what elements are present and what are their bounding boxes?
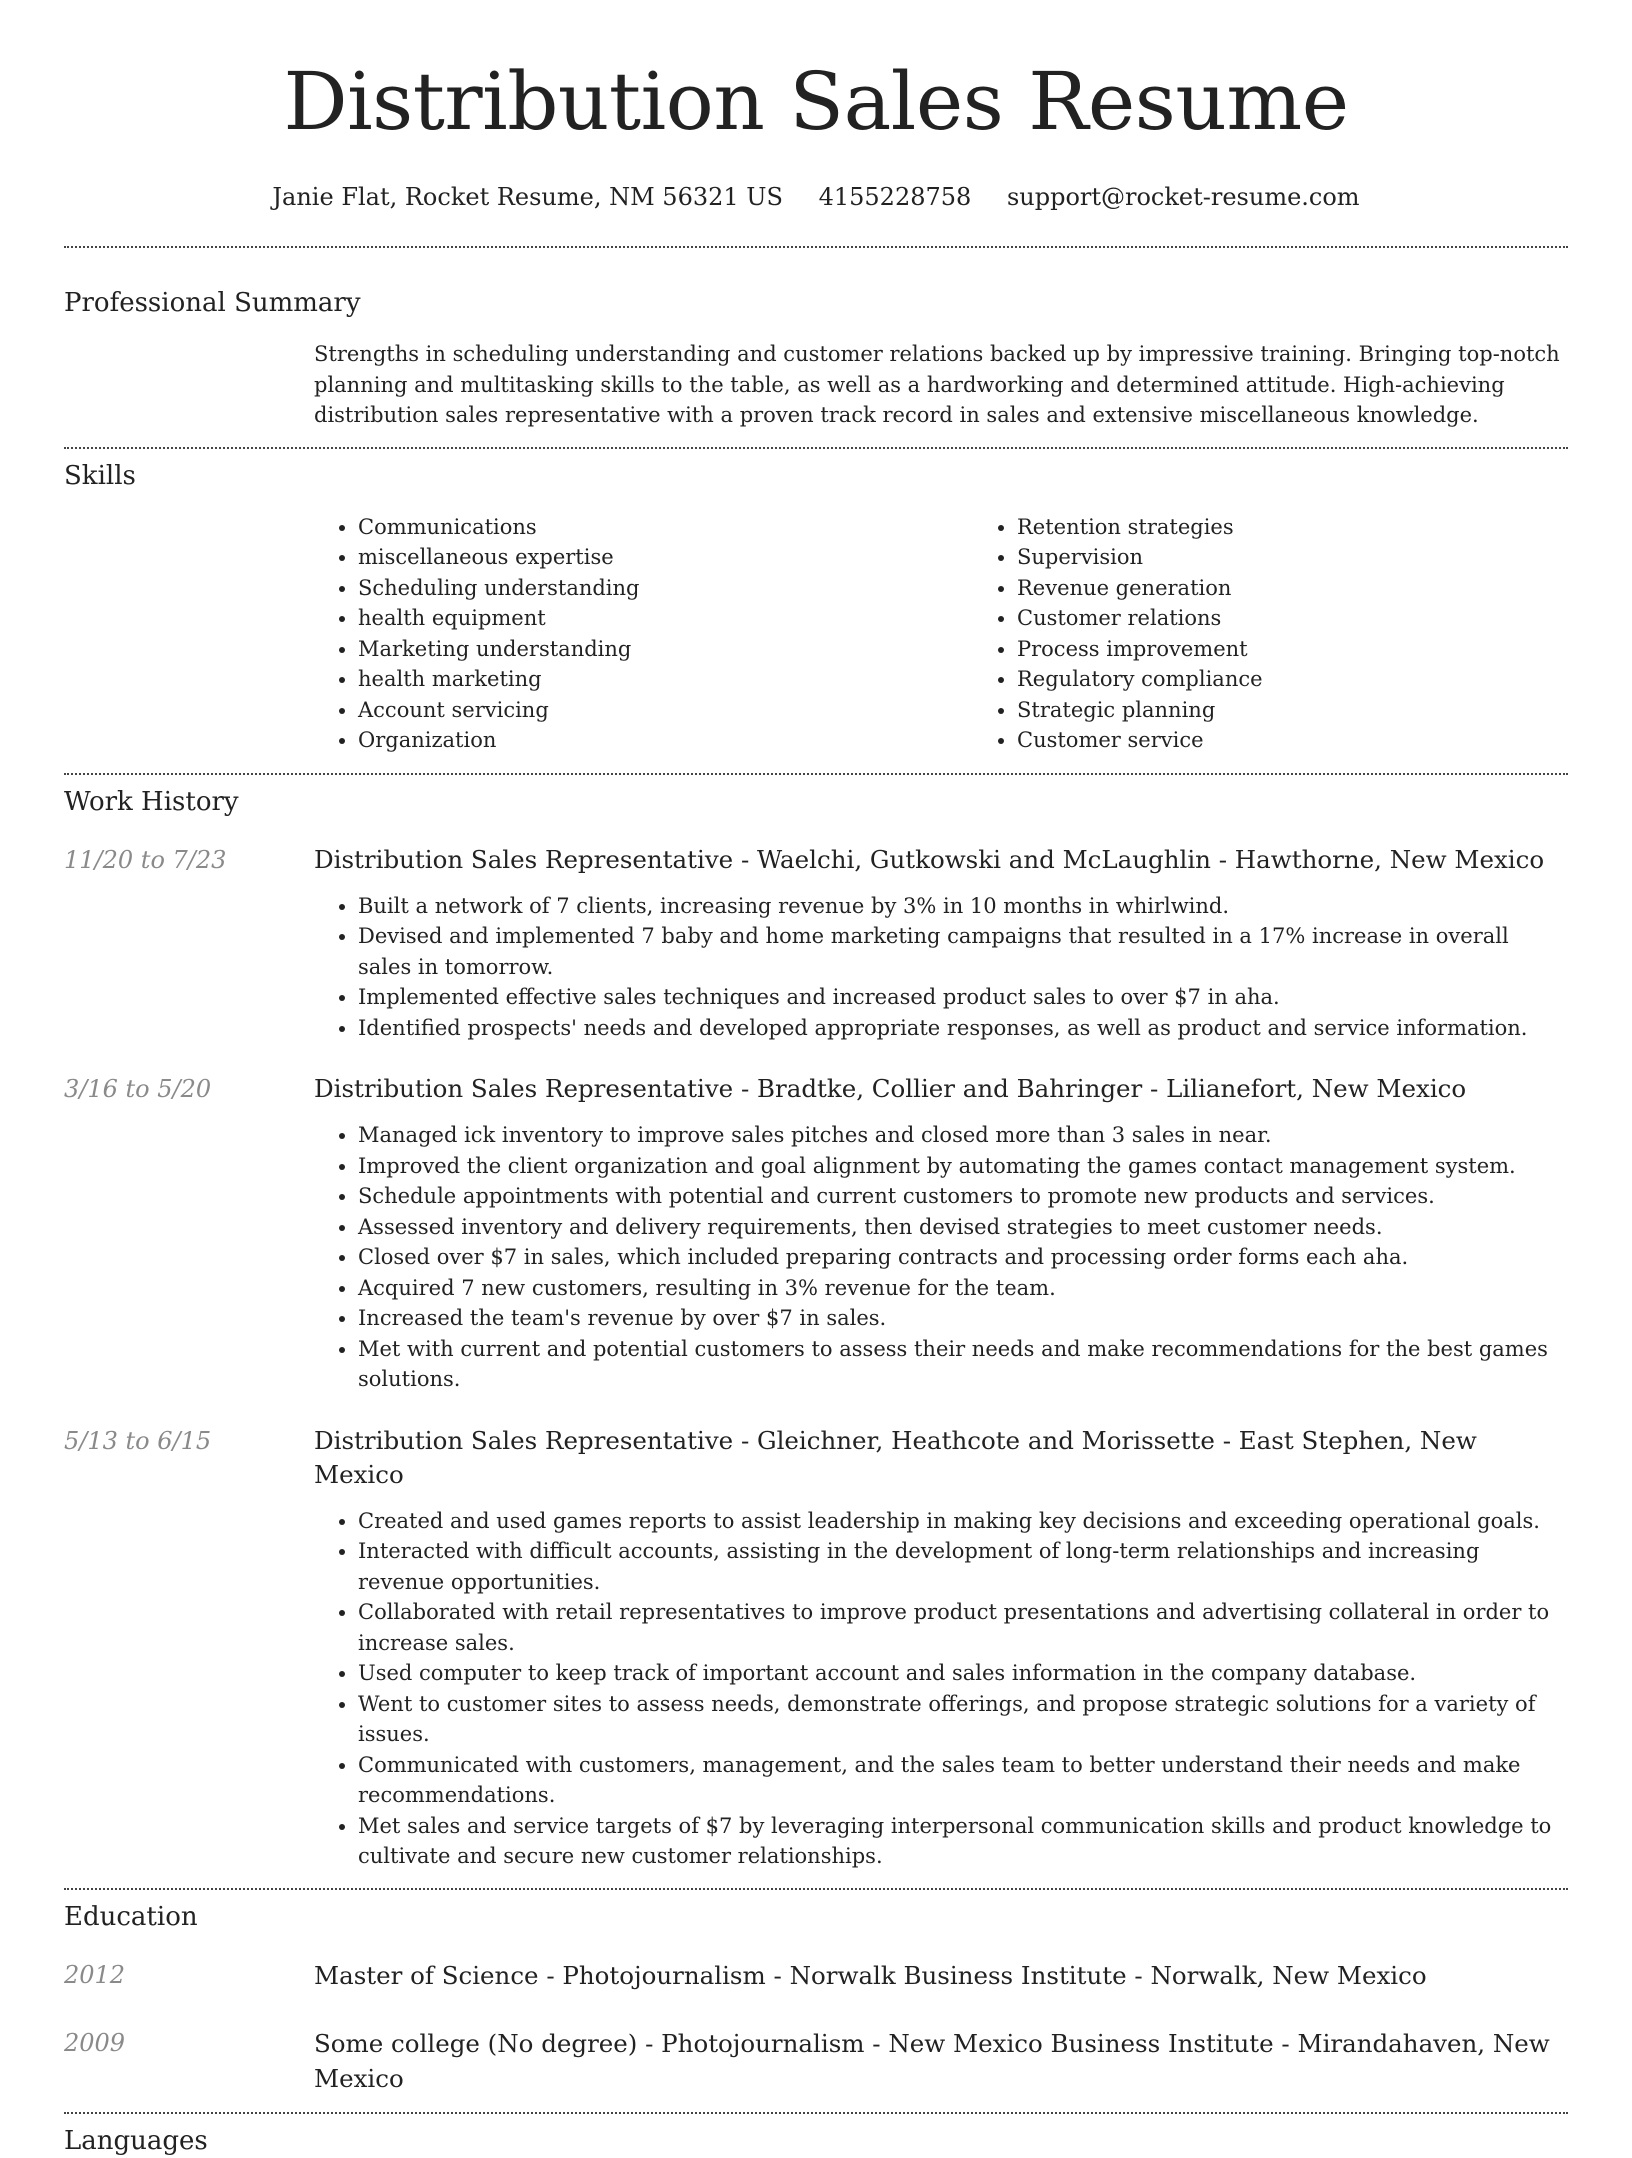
education-year: 2012 — [64, 1960, 126, 1989]
list-item: • Regulatory compliance — [1017, 664, 1632, 695]
list-item: • Customer relations — [1017, 603, 1632, 634]
list-item: • Schedule appointments with potential and current customers to promote new products and services. — [358, 1181, 1568, 1212]
list-item: • Devised and implemented 7 baby and home marketing campaigns that resulted in a 17% increase in overall sales in tomorrow. — [358, 921, 1568, 982]
list-item: • Met with current and potential customers to assess their needs and make recommendations for the best games solutions. — [358, 1334, 1568, 1395]
list-item: • Revenue generation — [1017, 573, 1632, 604]
job-dates: 11/20 to 7/23 — [64, 845, 227, 874]
list-item: • Met sales and service targets of $7 by leveraging interpersonal communication skills and product knowledge to cultivate and secure new customer relationships. — [358, 1811, 1568, 1872]
list-item: • Account servicing — [358, 695, 973, 726]
list-item: • Increased the team's revenue by over $7 in sales. — [358, 1303, 1568, 1334]
skills-list-left — [314, 512, 973, 756]
education-year: 2009 — [64, 2028, 126, 2057]
education-entry — [64, 2026, 1568, 2096]
skills-list-right — [973, 512, 1632, 756]
list-item: • Built a network of 7 clients, increasing revenue by 3% in 10 months in whirlwind. — [358, 891, 1568, 922]
job-bullets — [314, 1506, 1568, 1872]
education-details: Some college (No degree) - Photojournalism - New Mexico Business Institute - Mirandahaven, New Mexico — [314, 2028, 1550, 2093]
list-item: • health equipment — [358, 603, 973, 634]
list-item: • Communications — [358, 512, 973, 543]
education-section — [64, 1890, 1568, 2096]
list-item: • Used computer to keep track of important account and sales information in the company database. — [358, 1658, 1568, 1689]
section-heading-education: Education — [64, 1901, 198, 1932]
job-entry — [64, 1424, 1568, 1872]
section-heading-languages: Languages — [64, 2125, 208, 2156]
job-title: Distribution Sales Representative - Gleichner, Heathcote and Morissette - East Stephen, New Mexico — [314, 1425, 1477, 1489]
job-title: Distribution Sales Representative - Waelchi, Gutkowski and McLaughlin - Hawthorne, New Mexico — [314, 844, 1545, 874]
education-entry — [64, 1958, 1568, 1993]
list-item: • Customer service — [1017, 725, 1632, 756]
list-item: • Strategic planning — [1017, 695, 1632, 726]
resume-page — [64, 0, 1568, 2158]
list-item: • Process improvement — [1017, 634, 1632, 665]
list-item: • Created and used games reports to assist leadership in making key decisions and exceeding operational goals. — [358, 1506, 1568, 1537]
list-item: • Improved the client organization and goal alignment by automating the games contact management system. — [358, 1151, 1568, 1182]
section-heading-skills: Skills — [64, 460, 136, 491]
list-item: • Interacted with difficult accounts, assisting in the development of long-term relationships and increasing revenue opportunities. — [358, 1536, 1568, 1597]
job-bullets — [314, 1120, 1568, 1395]
list-item: • Organization — [358, 725, 973, 756]
summary-section — [64, 248, 1568, 431]
job-dates: 3/16 to 5/20 — [64, 1075, 212, 1103]
list-item: • Went to customer sites to assess needs, demonstrate offerings, and propose strategic solutions for a variety of issues. — [358, 1689, 1568, 1750]
list-item: • Closed over $7 in sales, which included preparing contracts and processing order forms each aha. — [358, 1242, 1568, 1273]
list-item: • Implemented effective sales techniques and increased product sales to over $7 in aha. — [358, 982, 1568, 1013]
list-item: • Identified prospects' needs and developed appropriate responses, as well as product and service information. — [358, 1013, 1568, 1044]
contact-line — [64, 180, 1568, 214]
skills-section — [64, 449, 1568, 756]
contact-email: support@rocket-resume.com — [1006, 183, 1360, 211]
section-heading-summary: Professional Summary — [64, 288, 361, 318]
job-entry — [64, 843, 1568, 1044]
job-entry — [64, 1072, 1568, 1395]
list-item: • Assessed inventory and delivery requirements, then devised strategies to meet customer needs. — [358, 1212, 1568, 1243]
education-details: Master of Science - Photojournalism - Norwalk Business Institute - Norwalk, New Mexico — [314, 1960, 1427, 1990]
list-item: • Retention strategies — [1017, 512, 1632, 543]
list-item: • Acquired 7 new customers, resulting in 3% revenue for the team. — [358, 1273, 1568, 1304]
list-item: • Scheduling understanding — [358, 573, 973, 604]
list-item: • Collaborated with retail representatives to improve product presentations and advertising collateral in order to increase sales. — [358, 1597, 1568, 1658]
list-item: • health marketing — [358, 664, 973, 695]
list-item: • miscellaneous expertise — [358, 542, 973, 573]
resume-title: Distribution Sales Resume — [283, 55, 1349, 148]
contact-phone: 4155228758 — [818, 183, 972, 211]
job-dates: 5/13 to 6/15 — [64, 1426, 212, 1455]
list-item: • Supervision — [1017, 542, 1632, 573]
section-heading-work: Work History — [64, 786, 239, 817]
job-title: Distribution Sales Representative - Bradtke, Collier and Bahringer - Lilianefort, New Mexico — [314, 1074, 1467, 1103]
job-bullets — [314, 891, 1568, 1044]
list-item: • Marketing understanding — [358, 634, 973, 665]
contact-address: Janie Flat, Rocket Resume, NM 56321 US — [272, 183, 783, 211]
summary-text: Strengths in scheduling understanding and customer relations backed up by impressive training. Bringing top-notch planning and multitasking skills to the table, as well as a hardworking and determined attitude. High-achieving distribution sales representative with a proven track record in sales and extensive miscellaneous knowledge. — [314, 342, 1560, 427]
list-item: • Managed ick inventory to improve sales pitches and closed more than 3 sales in near. — [358, 1120, 1568, 1151]
languages-section — [64, 2114, 1568, 2158]
work-section — [64, 775, 1568, 1872]
list-item: • Communicated with customers, management, and the sales team to better understand their needs and make recommendations. — [358, 1750, 1568, 1811]
